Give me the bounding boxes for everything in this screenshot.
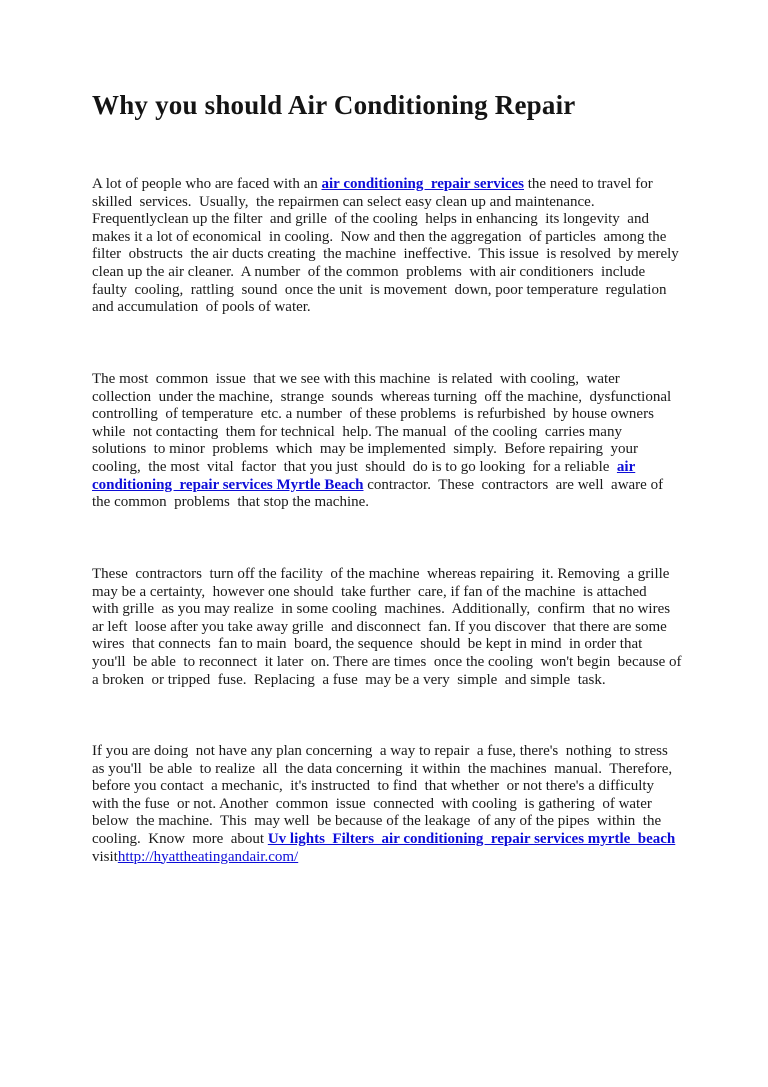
text-line xyxy=(92,636,692,654)
link-uv-lights-filters[interactable]: Uv lights Filters air conditioning repair services myrtle beach xyxy=(267,830,676,847)
text-run: wires that connects fan to main board, the sequence should be kept in mind in order that xyxy=(92,636,643,653)
text-run: A lot of people who are faced with an xyxy=(92,176,322,192)
text-line xyxy=(92,211,692,229)
text-line xyxy=(92,601,692,619)
text-line xyxy=(92,176,692,194)
text-run: controlling of temperature etc. a number of these problems is refurbished by house owners xyxy=(92,406,654,423)
text-run: faulty cooling, rattling sound once the unit is movement down, poor temperature regulation xyxy=(92,281,667,298)
text-run: you'll be able to reconnect it later on. There are times once the cooling won't begin because of xyxy=(92,653,682,670)
text-run: contractor. These contractors are well aware of xyxy=(363,476,664,493)
text-line xyxy=(92,477,692,495)
link-repair-services-myrtle-beach[interactable]: air xyxy=(616,458,636,475)
text-run: cooling. Know more about xyxy=(92,830,268,847)
text-run: collection under the machine, strange sounds whereas turning off the machine, dysfunctional xyxy=(92,388,672,405)
link-hyatt-heating-and-air-url[interactable]: http://hyattheatingandair.com/ xyxy=(117,848,299,865)
text-line xyxy=(92,796,692,814)
paragraph-fuse-and-links xyxy=(92,743,692,866)
text-run: a broken or tripped fuse. Replacing a fuse may be a very simple and simple task. xyxy=(92,671,606,688)
paragraph-common-issues xyxy=(92,371,692,512)
text-line xyxy=(92,371,692,389)
text-line xyxy=(92,441,692,459)
text-run: Frequentlyclean up the filter and grille of the cooling helps in enhancing its longevity and xyxy=(92,211,649,228)
text-run: and accumulation of pools of water. xyxy=(92,299,311,316)
text-line xyxy=(92,849,692,867)
text-line xyxy=(92,584,692,602)
text-line xyxy=(92,654,692,672)
text-run: solutions to minor problems which may be implemented simply. Before repairing your xyxy=(92,441,639,458)
text-run: clean up the air cleaner. A number of the common problems with air conditioners include xyxy=(92,263,646,280)
text-run: filter obstructs the air ducts creating the machine ineffective. This issue is resolved by merely xyxy=(92,246,679,263)
text-line xyxy=(92,831,692,849)
text-line xyxy=(92,282,692,300)
text-line xyxy=(92,229,692,247)
text-line xyxy=(92,194,692,212)
text-run: may be a certainty, however one should take further care, if fan of the machine is attached xyxy=(92,583,647,600)
text-line xyxy=(92,246,692,264)
text-run: cooling, the most vital factor that you just should do is to go looking for a reliable xyxy=(92,458,617,475)
text-line xyxy=(92,389,692,407)
text-run: These contractors turn off the facility of the machine whereas repairing it. Removing a grille xyxy=(92,566,670,582)
text-run: the need to travel for xyxy=(524,176,653,192)
text-line xyxy=(92,672,692,690)
text-line xyxy=(92,778,692,796)
text-line xyxy=(92,619,692,637)
text-run: with the fuse or not. Another common issue connected with cooling is gathering of water xyxy=(92,795,652,812)
link-repair-services-myrtle-beach[interactable]: conditioning repair services Myrtle Beach xyxy=(92,476,364,493)
text-line xyxy=(92,264,692,282)
text-line xyxy=(92,299,692,317)
paragraph-intro xyxy=(92,176,692,317)
text-line xyxy=(92,424,692,442)
text-run: as you'll be able to realize all the data concerning it within the machines manual. Therefore, xyxy=(92,760,673,777)
text-line xyxy=(92,743,692,761)
text-run: If you are doing not have any plan concerning a way to repair a fuse, there's nothing to stress xyxy=(92,743,668,759)
paragraph-contractors xyxy=(92,566,692,689)
link-air-conditioning-repair-services[interactable]: air conditioning repair services xyxy=(321,176,525,192)
text-line xyxy=(92,761,692,779)
text-run: visit xyxy=(92,848,118,865)
text-run: below the machine. This may well be because of the leakage of any of the pipes within the xyxy=(92,813,662,830)
text-line xyxy=(92,813,692,831)
text-run: with grille as you may realize in some cooling machines. Additionally, confirm that no wires xyxy=(92,601,671,618)
text-run: skilled services. Usually, the repairmen can select easy clean up and maintenance. xyxy=(92,193,595,210)
text-line xyxy=(92,566,692,584)
text-line xyxy=(92,494,692,512)
text-line xyxy=(92,406,692,424)
text-run: ar left loose after you take away grille and disconnect fan. If you discover that there are some xyxy=(92,618,667,635)
document-title: Why you should Air Conditioning Repair xyxy=(92,90,576,120)
text-run: the common problems that stop the machine. xyxy=(92,494,370,511)
text-run: while not contacting them for technical help. The manual of the cooling carries many xyxy=(92,423,622,440)
text-run: before you contact a mechanic, it's instructed to find that whether or not there's a difficulty xyxy=(92,778,655,795)
text-run: The most common issue that we see with this machine is related with cooling, water xyxy=(92,371,620,387)
text-line xyxy=(92,459,692,477)
text-run: makes it a lot of economical in cooling. Now and then the aggregation of particles among the xyxy=(92,228,667,245)
